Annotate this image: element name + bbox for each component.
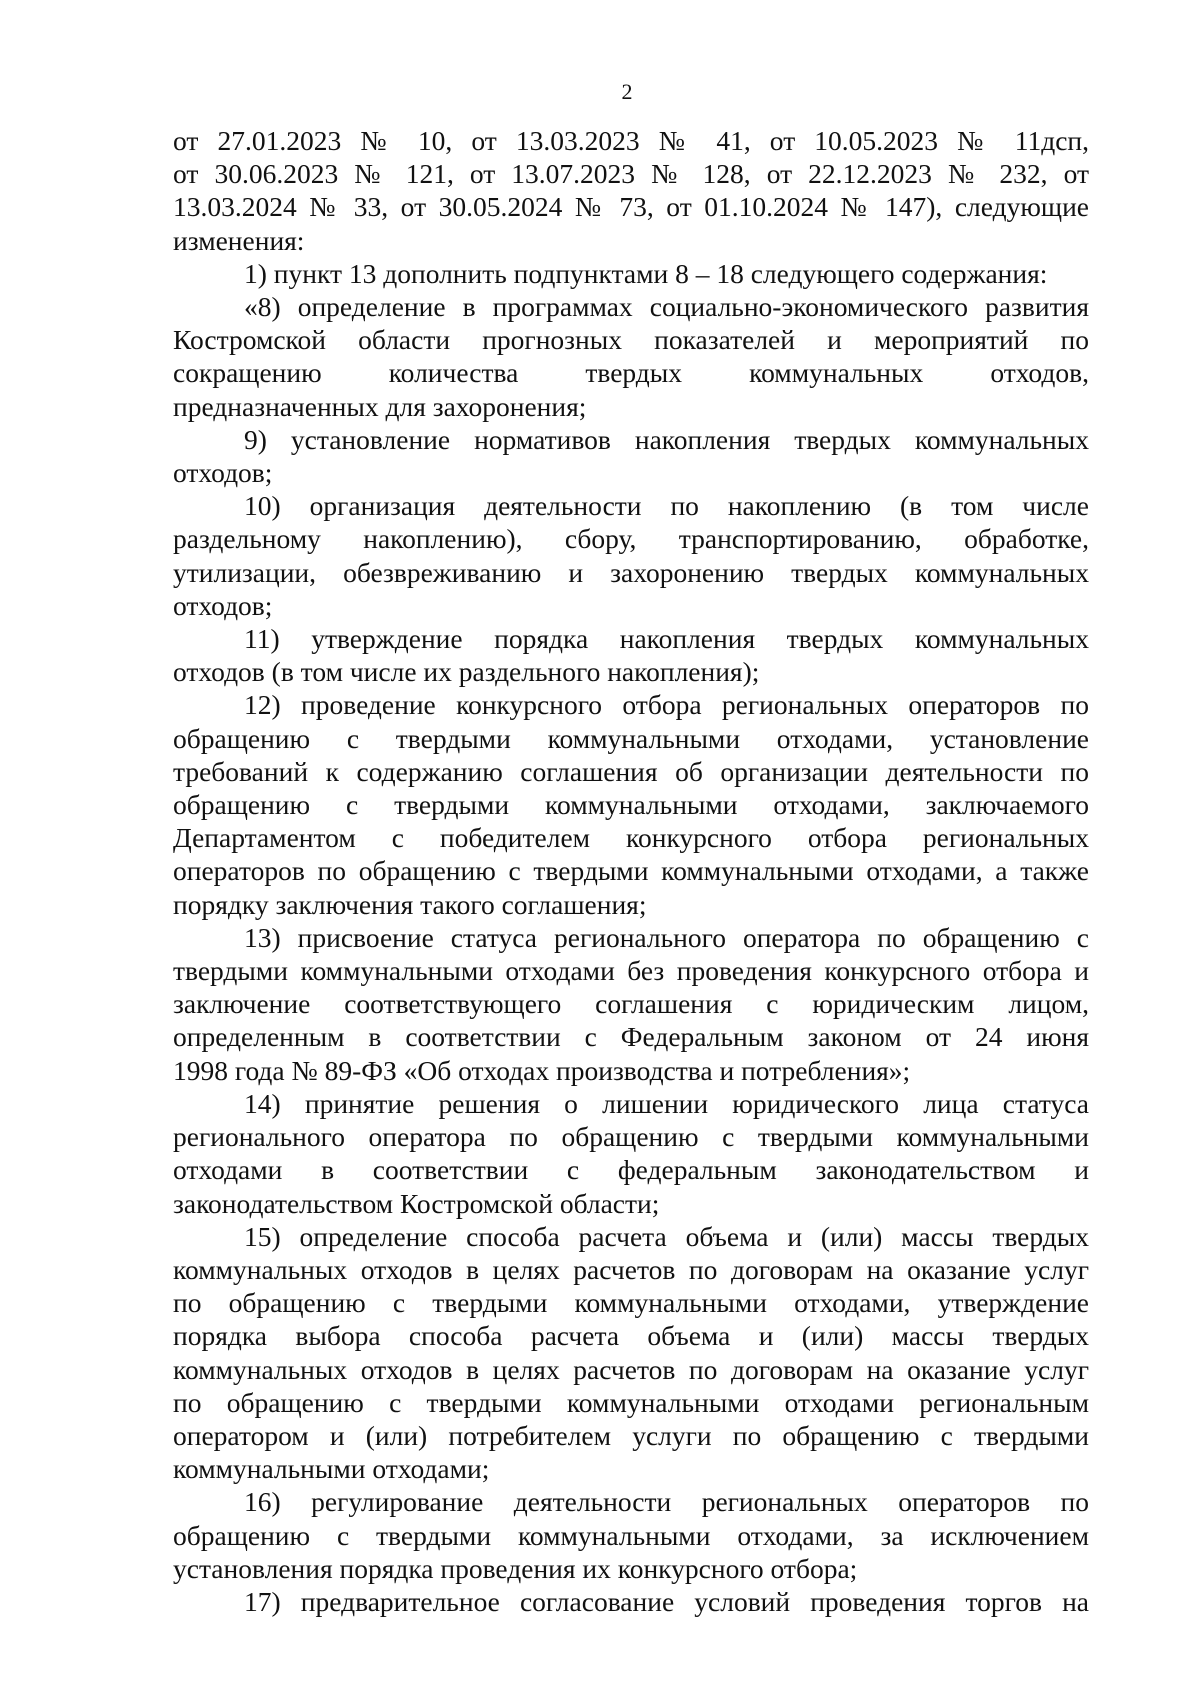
paragraph [173, 489, 1089, 622]
text-line: отходов; [173, 589, 273, 621]
paragraph [173, 1585, 1089, 1618]
text-line: законодательством Костромской области; [173, 1187, 660, 1219]
paragraph [173, 1485, 1089, 1585]
text-line: Костромской области прогнозных показателей и мероприятий по [173, 324, 1089, 356]
text-line: Департаментом с победителем конкурсного отбора региональных [173, 822, 1089, 854]
paragraph [173, 290, 1089, 423]
text-line: от 27.01.2023 № 10, от 13.03.2023 № 41, от 10.05.2023 № 11дсп, [173, 125, 1089, 156]
document-body [173, 124, 1089, 1618]
text-line: заключение соответствующего соглашения с юридическим лицом, [173, 988, 1089, 1020]
paragraph [173, 1220, 1089, 1486]
text-line: коммунальных отходов в целях расчетов по договорам на оказание услуг [173, 1353, 1089, 1385]
paragraph [173, 688, 1089, 920]
text-line: операторов по обращению с твердыми коммунальными отходами, а также [173, 855, 1089, 887]
paragraph [173, 921, 1089, 1087]
paragraph [173, 423, 1089, 489]
text-line: порядка выбора способа расчета объема и (или) массы твердых [173, 1320, 1089, 1352]
paragraph [173, 257, 1089, 290]
text-line: 13) присвоение статуса регионального оператора по обращению с [244, 921, 1089, 953]
text-line: «8) определение в программах социально-экономического развития [244, 291, 1089, 323]
text-line: 11) утверждение порядка накопления твердых коммунальных [244, 623, 1089, 655]
text-line: обращению с твердыми коммунальными отходами, за исключением [173, 1519, 1089, 1551]
text-line: порядку заключения такого соглашения; [173, 888, 647, 920]
text-line: твердыми коммунальными отходами без проведения конкурсного отбора и [173, 955, 1089, 987]
text-line: утилизации, обезвреживанию и захоронению твердых коммунальных [173, 556, 1089, 588]
text-line: отходами в соответствии с федеральным законодательством и [173, 1154, 1089, 1186]
text-line: предназначенных для захоронения; [173, 390, 587, 422]
paragraph [173, 1087, 1089, 1220]
text-line: 9) установление нормативов накопления твердых коммунальных [244, 423, 1089, 455]
text-line: регионального оператора по обращению с твердыми коммунальными [173, 1121, 1089, 1153]
text-line: 10) организация деятельности по накоплению (в том числе [244, 490, 1089, 522]
text-line: обращению с твердыми коммунальными отходами, установление [173, 722, 1089, 754]
text-line: установления порядка проведения их конкурсного отбора; [173, 1552, 858, 1584]
text-line: требований к содержанию соглашения об организации деятельности по [173, 755, 1089, 787]
text-line: 15) определение способа расчета объема и (или) массы твердых [244, 1220, 1089, 1252]
text-line: 16) регулирование деятельности региональных операторов по [244, 1486, 1089, 1518]
text-line: отходов; [173, 457, 273, 489]
text-line: 12) проведение конкурсного отбора региональных операторов по [244, 689, 1089, 721]
paragraph [173, 124, 1089, 257]
text-line: оператором и (или) потребителем услуги по обращению с твердыми [173, 1419, 1089, 1451]
text-line: 1) пункт 13 дополнить подпунктами 8 – 18 следующего содержания: [244, 257, 1048, 289]
text-line: 1998 года № 89-ФЗ «Об отходах производства и потребления»; [173, 1054, 911, 1086]
text-line: сокращению количества твердых коммунальных отходов, [173, 357, 1089, 389]
paragraph [173, 622, 1089, 688]
text-line: 13.03.2024 № 33, от 30.05.2024 № 73, от 01.10.2024 № 147), следующие [173, 191, 1089, 223]
text-line: раздельному накоплению), сбору, транспортированию, обработке, [173, 523, 1089, 555]
text-line: по обращению с твердыми коммунальными отходами региональным [173, 1386, 1089, 1418]
text-line: отходов (в том числе их раздельного накопления); [173, 656, 760, 688]
text-line: 17) предварительное согласование условий проведения торгов на [244, 1585, 1089, 1617]
text-line: изменения: [173, 224, 305, 256]
text-line: коммунальных отходов в целях расчетов по договорам на оказание услуг [173, 1253, 1089, 1285]
text-line: коммунальными отходами; [173, 1453, 490, 1485]
page-number: 2 [621, 79, 633, 104]
text-line: 14) принятие решения о лишении юридического лица статуса [244, 1087, 1089, 1119]
text-line: по обращению с твердыми коммунальными отходами, утверждение [173, 1287, 1089, 1319]
text-line: определенным в соответствии с Федеральным законом от 24 июня [173, 1021, 1089, 1053]
text-line: от 30.06.2023 № 121, от 13.07.2023 № 128, от 22.12.2023 № 232, от [173, 158, 1089, 190]
text-line: обращению с твердыми коммунальными отходами, заключаемого [173, 789, 1089, 821]
